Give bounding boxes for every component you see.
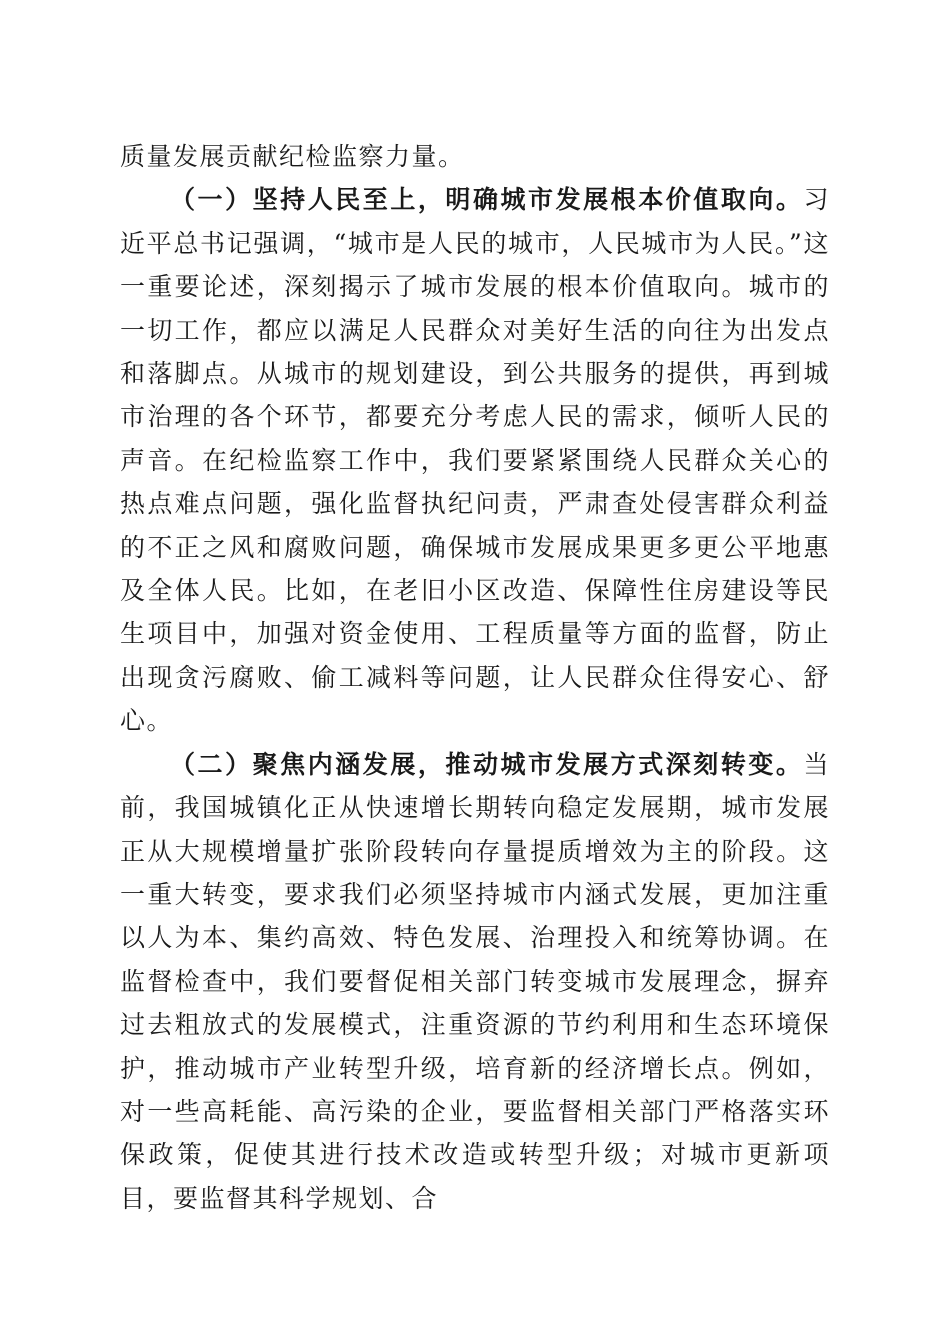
section-heading-1: （一）坚持人民至上，明确城市发展根本价值取向。 bbox=[170, 185, 804, 215]
paragraph-text: 习近平总书记强调，“城市是人民的城市，人民城市为人民。”这一重要论述，深刻揭示了城市发展的根本价值取向。城市的一切工作，都应以满足人民群众对美好生活的向往为出发点和落脚点。从城市的规划建设，到公共服务的提供，再到城市治理的各个环节，都要充分考虑人民的需求，倾听人民的声音。在纪检监察工作中，我们要紧紧围绕人民群众关心的热点难点问题，强化监督执纪问责，严肃查处侵害群众利益的不正之风和腐败问题，确保城市发展成果更多更公平地惠及全体人民。比如，在老旧小区改造、保障性住房建设等民生项目中，加强对资金使用、工程质量等方面的监督，防止出现贪污腐败、偷工减料等问题，让人民群众住得安心、舒心。 bbox=[120, 185, 830, 736]
paragraph-text: 当前，我国城镇化正从快速增长期转向稳定发展期，城市发展正从大规模增量扩张阶段转向存量提质增效为主的阶段。这一重大转变，要求我们必须坚持城市内涵式发展，更加注重以人为本、集约高效、特色发展、治理投入和统筹协调。在监督检查中，我们要督促相关部门转变城市发展理念，摒弃过去粗放式的发展模式，注重资源的节约利用和生态环境保护，推动城市产业转型升级，培育新的经济增长点。例如，对一些高耗能、高污染的企业，要监督相关部门严格落实环保政策，促使其进行技术改造或转型升级；对城市更新项目，要监督其科学规划、合 bbox=[120, 749, 830, 1213]
document-body bbox=[120, 135, 830, 1220]
paragraph-section-2 bbox=[120, 743, 830, 1220]
paragraph-continuation bbox=[120, 135, 830, 178]
paragraph-text: 质量发展贡献纪检监察力量。 bbox=[120, 142, 465, 171]
paragraph-section-1 bbox=[120, 178, 830, 742]
section-heading-2: （二）聚焦内涵发展，推动城市发展方式深刻转变。 bbox=[170, 749, 804, 779]
